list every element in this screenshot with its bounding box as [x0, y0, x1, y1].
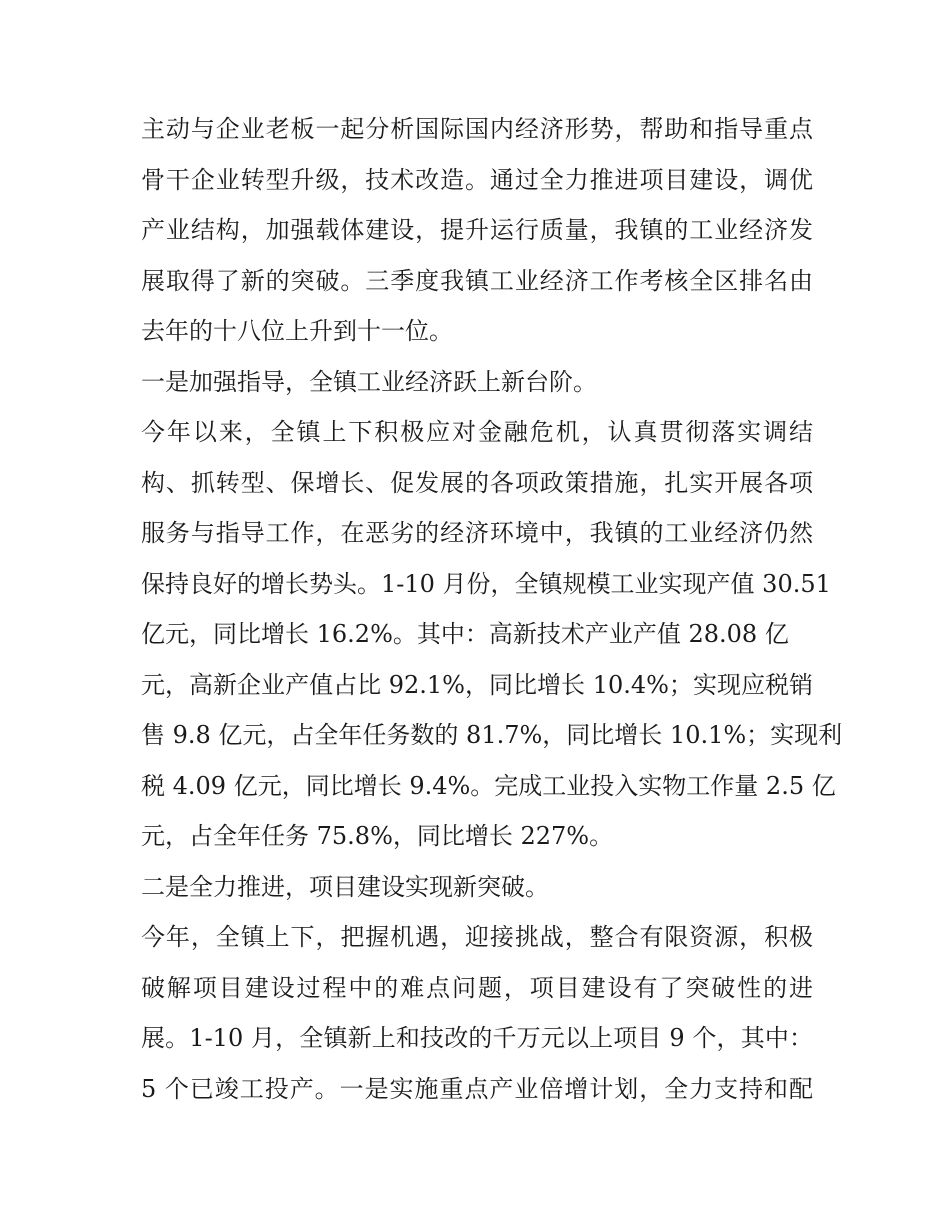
text-line: 今年以来，全镇上下积极应对金融危机，认真贯彻落实调结: [141, 418, 813, 446]
text-line: 元，占全年任务 75.8%，同比增长 227%。: [141, 822, 614, 850]
text-line: 亿元，同比增长 16.2%。其中：高新技术产业产值 28.08 亿: [141, 620, 789, 648]
text-line: 售 9.8 亿元，占全年任务数的 81.7%，同比增长 10.1%；实现利: [141, 721, 843, 749]
text-line: 主动与企业老板一起分析国际国内经济形势，帮助和指导重点: [141, 115, 813, 143]
text-line: 今年，全镇上下，把握机遇，迎接挑战，整合有限资源，积极: [141, 923, 813, 951]
text-line: 骨干企业转型升级，技术改造。通过全力推进项目建设，调优: [141, 165, 813, 194]
text-line: 去年的十八位上升到十一位。: [141, 317, 453, 345]
text-line: 保持良好的增长势头。1-10 月份，全镇规模工业实现产值 30.51: [141, 569, 831, 598]
text-line: 产业结构，加强载体建设，提升运行质量，我镇的工业经济发: [141, 216, 813, 244]
text-line: 展取得了新的突破。三季度我镇工业经济工作考核全区排名由: [141, 266, 813, 295]
section-heading: 二是全力推进，项目建设实现新突破。: [141, 872, 549, 901]
text-line: 破解项目建设过程中的难点问题，项目建设有了突破性的进: [141, 973, 813, 1002]
section-heading: 一是加强指导，全镇工业经济跃上新台阶。: [141, 367, 597, 396]
text-line: 税 4.09 亿元，同比增长 9.4%。完成工业投入实物工作量 2.5 亿: [141, 771, 836, 800]
text-line: 5 个已竣工投产。一是实施重点产业倍增计划，全力支持和配: [141, 1074, 813, 1103]
body-text: [141, 104, 843, 1114]
text-line: 元，高新企业产值占比 92.1%，同比增长 10.4%；实现应税销: [141, 670, 813, 699]
text-line: 构、抓转型、保增长、促发展的各项政策措施，扎实开展各项: [141, 468, 813, 497]
text-line: 展。1-10 月，全镇新上和技改的千万元以上项目 9 个，其中：: [141, 1024, 813, 1052]
text-line: 服务与指导工作，在恶劣的经济环境中，我镇的工业经济仍然: [141, 519, 813, 547]
